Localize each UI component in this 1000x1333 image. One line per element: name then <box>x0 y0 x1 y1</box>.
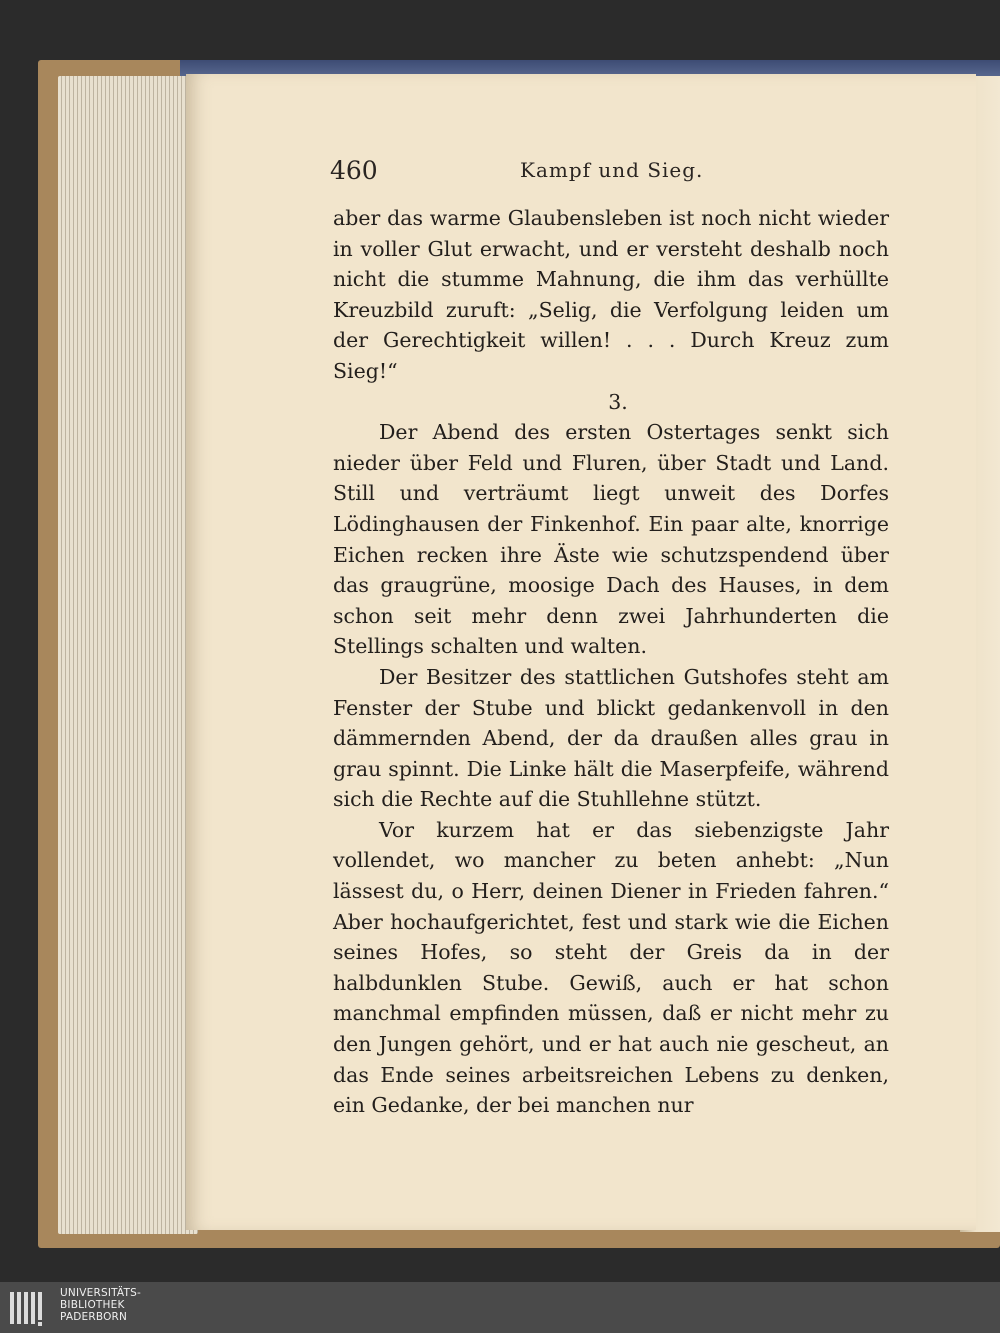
running-head <box>330 156 890 190</box>
section-number: 3. <box>608 389 628 414</box>
running-title: Kampf und Sieg. <box>520 158 704 182</box>
page-edges <box>58 76 198 1234</box>
paragraph: Vor kurzem hat er das siebenzigste Jahr vollendet, wo mancher zu beten anhebt: „Nun lässest du, o Herr, deinen Diener in Frieden fahren.“ Aber hochaufgerichtet, fest und stark wie die Eichen seines Hofes, so steht der Greis da in der halbdunklen Stube. Gewiß, auch er hat schon manchmal empfinden müssen, daß er nicht mehr zu den Jungen gehört, und er hat auch nie gescheut, an das Ende seines arbeitsreichen Lebens zu denken, ein Gedanke, der bei manchen nur <box>333 817 889 1118</box>
paragraph-continued: aber das warme Glaubensleben ist noch nicht wieder in voller Glut erwacht, und er versteht deshalb noch nicht die stumme Mahnung, die ihm das verhüllte Kreuzbild zuruft: „Selig, die Verfolgung leiden um der Gerechtigkeit willen! . . . Durch Kreuz zum Sieg!“ <box>333 206 889 383</box>
library-logo-icon <box>8 1288 48 1328</box>
library-name: UNIVERSITÄTS- BIBLIOTHEK PADERBORN <box>60 1287 141 1323</box>
page-number: 460 <box>330 156 378 185</box>
paragraph: Der Abend des ersten Ostertages senkt sich nieder über Feld und Fluren, über Stadt und Land. Still und verträumt liegt unweit des Dorfes Lödinghausen der Finkenhof. Ein paar alte, knorrige Eichen recken ihre Äste wie schutzspendend über das graugrüne, moosige Dach des Hauses, in dem schon seit mehr denn zwei Jahrhunderten die Stellings schalten und walten. <box>333 420 889 659</box>
library-footer-bar <box>0 1282 1000 1333</box>
paragraph: Der Besitzer des stattlichen Gutshofes steht am Fenster der Stube und blickt gedankenvoll in den dämmernden Abend, der da draußen alles grau in grau spinnt. Die Linke hält die Maserpfeife, während sich die Rechte auf die Stuhllehne stützt. <box>333 664 889 812</box>
page-text <box>333 203 889 1121</box>
